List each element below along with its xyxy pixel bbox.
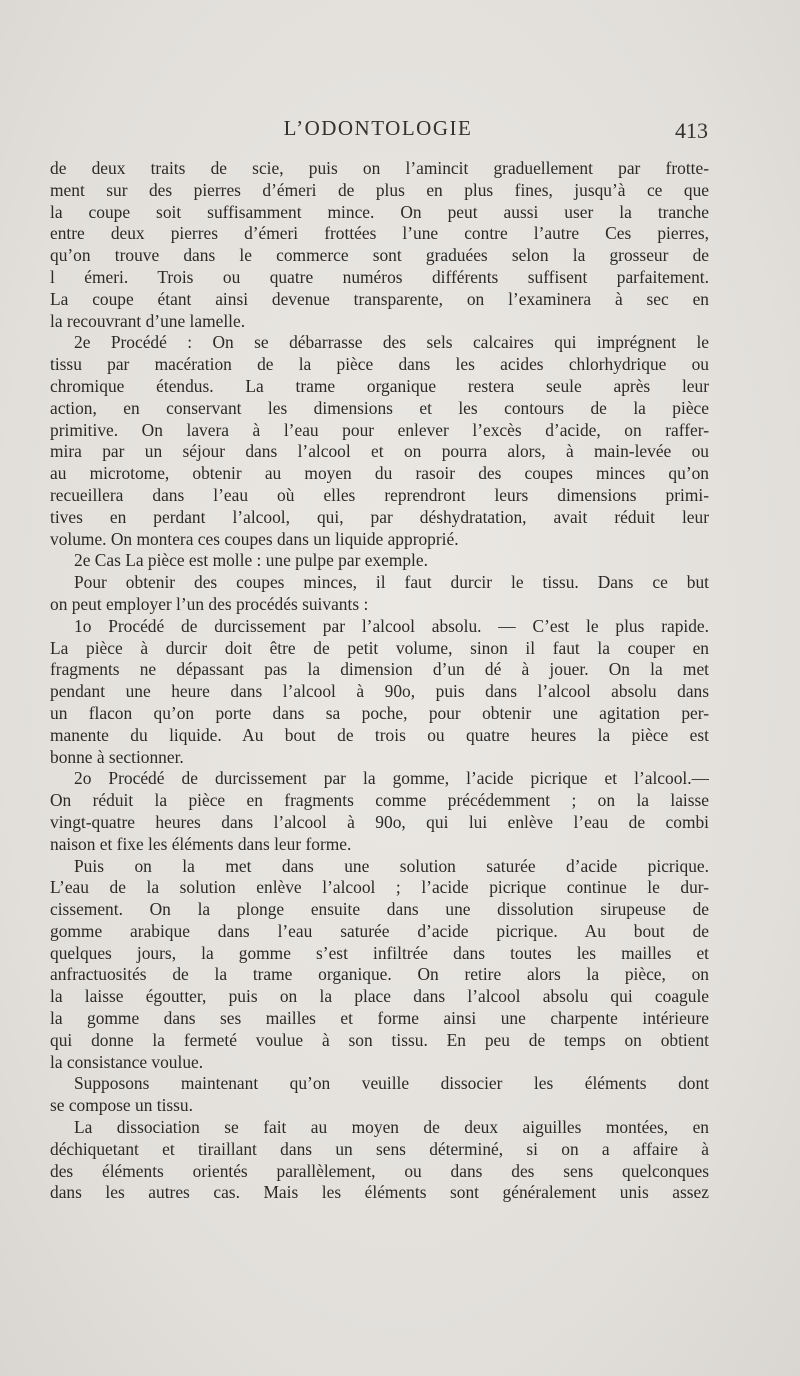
text-line: tives en perdant l’alcool, qui, par déshydratation, avait réduit leur — [50, 506, 709, 527]
text-line: Pour obtenir des coupes minces, il faut durcir le tissu. Dans ce but — [74, 572, 709, 593]
text-line: L’eau de la solution enlève l’alcool ; l’acide picrique continue le dur- — [50, 877, 709, 898]
page-header — [48, 116, 708, 148]
text-line: bonne à sectionner. — [50, 746, 184, 767]
text-line: Puis on la met dans une solution saturée d’acide picrique. — [74, 855, 709, 876]
text-line: gomme arabique dans l’eau saturée d’acide picrique. Au bout de — [50, 920, 709, 941]
text-line: manente du liquide. Au bout de trois ou quatre heures la pièce est — [50, 724, 709, 745]
text-line: la consistance voulue. — [50, 1051, 204, 1072]
text-line: quelques jours, la gomme s’est infiltrée dans toutes les mailles et — [50, 942, 709, 963]
text-line: 2o Procédé de durcissement par la gomme, l’acide picrique et l’alcool.— — [74, 768, 709, 789]
text-line: primitive. On lavera à l’eau pour enlever l’excès d’acide, on raffer- — [50, 419, 709, 440]
text-line: la recouvrant d’une lamelle. — [50, 310, 246, 331]
text-line: cissement. On la plonge ensuite dans une dissolution sirupeuse de — [50, 899, 709, 920]
text-line: anfractuosités de la trame organique. On retire alors la pièce, on — [50, 964, 709, 985]
text-line: Supposons maintenant qu’on veuille dissocier les éléments dont — [74, 1073, 709, 1094]
text-line: pendant une heure dans l’alcool à 90o, puis dans l’alcool absolu dans — [50, 681, 709, 702]
text-line: 1o Procédé de durcissement par l’alcool absolu. — C’est le plus rapide. — [74, 615, 709, 636]
text-line: On réduit la pièce en fragments comme précédemment ; on la laisse — [50, 790, 709, 811]
text-line: mira par un séjour dans l’alcool et on pourra alors, à main-levée ou — [50, 441, 709, 462]
text-line: recueillera dans l’eau où elles reprendront leurs dimensions primi- — [50, 484, 709, 505]
text-line: de deux traits de scie, puis on l’amincit graduellement par frotte- — [50, 158, 709, 178]
text-line: vingt-quatre heures dans l’alcool à 90o, qui lui enlève l’eau de combi — [50, 811, 709, 832]
text-line: tissu par macération de la pièce dans les acides chlorhydrique ou — [50, 354, 709, 375]
text-line: la gomme dans ses mailles et forme ainsi une charpente intérieure — [50, 1008, 709, 1029]
text-line: des éléments orientés parallèlement, ou dans des sens quelconques — [50, 1160, 709, 1181]
text-line: La coupe étant ainsi devenue transparente, on l’examinera à sec en — [50, 288, 709, 309]
running-title: L’ODONTOLOGIE — [283, 116, 473, 140]
body-text — [50, 158, 709, 1204]
text-line: qui donne la fermeté voulue à son tissu. En peu de temps on obtient — [50, 1029, 709, 1050]
text-line: entre deux pierres d’émeri frottées l’une contre l’autre Ces pierres, — [50, 223, 709, 244]
text-line: un flacon qu’on porte dans sa poche, pour obtenir une agitation per- — [50, 702, 709, 723]
text-line: ment sur des pierres d’émeri de plus en plus fines, jusqu’à ce que — [50, 179, 709, 200]
text-line: l émeri. Trois ou quatre numéros différents suffisent parfaitement. — [50, 266, 709, 287]
text-line: dans les autres cas. Mais les éléments sont généralement unis assez — [50, 1182, 709, 1203]
text-line: la coupe soit suffisamment mince. On peut aussi user la tranche — [50, 201, 709, 222]
text-line: on peut employer l’un des procédés suivants : — [50, 593, 369, 614]
text-line: 2e Cas La pièce est molle : une pulpe par exemple. — [74, 550, 428, 571]
text-line: 2e Procédé : On se débarrasse des sels calcaires qui imprégnent le — [74, 332, 709, 353]
page-number: 413 — [675, 118, 708, 143]
text-line: La dissociation se fait au moyen de deux aiguilles montées, en — [74, 1117, 709, 1138]
text-line: au microtome, obtenir au moyen du rasoir des coupes minces qu’on — [50, 463, 709, 484]
text-line: volume. On montera ces coupes dans un liquide approprié. — [50, 528, 459, 549]
text-line: la laisse égoutter, puis on la place dans l’alcool absolu qui coagule — [50, 986, 709, 1007]
text-line: déchiquetant et tiraillant dans un sens déterminé, si on a affaire à — [50, 1138, 709, 1159]
text-line: qu’on trouve dans le commerce sont graduées selon la grosseur de — [50, 245, 709, 266]
text-line: chromique étendus. La trame organique restera seule après leur — [50, 375, 709, 396]
text-line: se compose un tissu. — [50, 1095, 193, 1116]
text-line: action, en conservant les dimensions et les contours de la pièce — [50, 397, 709, 418]
text-line: fragments ne dépassant pas la dimension d’un dé à jouer. On la met — [50, 659, 709, 680]
text-line: naison et fixe les éléments dans leur forme. — [50, 833, 352, 854]
text-line: La pièce à durcir doit être de petit volume, sinon il faut la couper en — [50, 637, 709, 658]
